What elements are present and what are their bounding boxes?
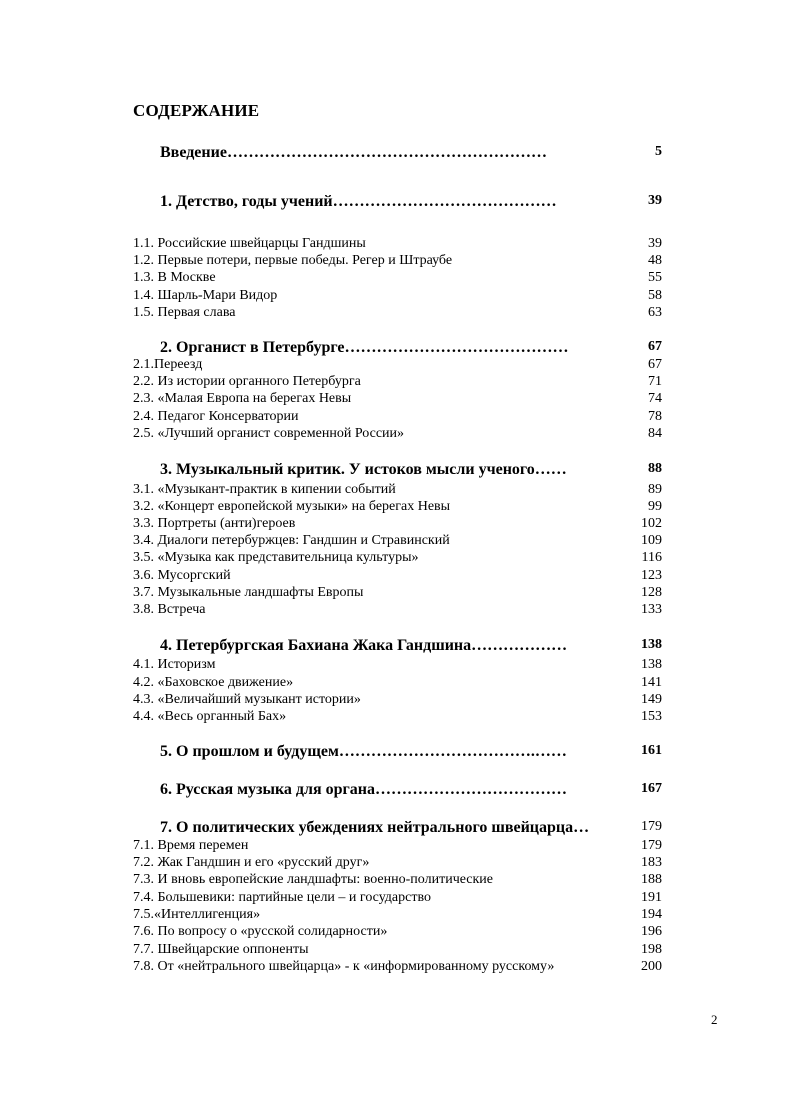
- entry-title: 4.1. Историзм: [133, 657, 216, 672]
- chapter-page: 179: [641, 819, 662, 834]
- chapter-page: 39: [648, 193, 662, 208]
- entry-title: 7.1. Время перемен: [133, 838, 249, 853]
- entry-page: 109: [641, 533, 662, 548]
- entry-title: 2.5. «Лучший органист современной России»: [133, 426, 405, 441]
- entry-title: 2.4. Педагог Консерватории: [133, 409, 299, 424]
- entry-page: 67: [648, 357, 662, 372]
- entry-title: 4.2. «Баховское движение»: [133, 675, 294, 690]
- entry-title: 3.3. Портреты (анти)героев: [133, 516, 296, 531]
- entry-page: 116: [641, 550, 662, 565]
- entry-title: 2.3. «Малая Европа на берегах Невы: [133, 391, 352, 406]
- entry-page: 102: [641, 516, 662, 531]
- chapter-page: 5: [655, 144, 662, 159]
- entry-title: 1.2. Первые потери, первые победы. Регер и Штраубе: [133, 253, 453, 268]
- entry-page: 200: [641, 959, 662, 974]
- page-number: 2: [711, 1012, 718, 1027]
- chapter-title: 2. Органист в Петербурге……………………………………: [160, 339, 569, 356]
- entry-page: 153: [641, 709, 662, 724]
- toc-heading: СОДЕРЖАНИЕ: [133, 101, 260, 120]
- entry-page: 78: [648, 409, 662, 424]
- entry-title: 3.4. Диалоги петербуржцев: Гандшин и Стравинский: [133, 533, 450, 548]
- entry-title: 1.1. Российские швейцарцы Гандшины: [133, 236, 366, 251]
- entry-page: 183: [641, 855, 662, 870]
- entry-page: 128: [641, 585, 662, 600]
- entry-title: 3.1. «Музыкант-практик в кипении событий: [133, 482, 396, 497]
- entry-page: 39: [648, 236, 662, 251]
- entry-page: 74: [648, 391, 662, 406]
- entry-page: 63: [648, 305, 662, 320]
- chapter-page: 161: [641, 743, 662, 758]
- chapter-page: 88: [648, 461, 662, 476]
- chapter-title: 1. Детство, годы учений……………………………………: [160, 193, 557, 210]
- entry-page: 55: [648, 270, 662, 285]
- entry-page: 89: [648, 482, 662, 497]
- entry-page: 48: [648, 253, 662, 268]
- entry-page: 71: [648, 374, 662, 389]
- chapter-page: 67: [648, 339, 662, 354]
- entry-title: 7.7. Швейцарские оппоненты: [133, 942, 309, 957]
- entry-page: 194: [641, 907, 662, 922]
- entry-title: 1.5. Первая слава: [133, 305, 236, 320]
- chapter-title: 3. Музыкальный критик. У истоков мысли ученого……: [160, 461, 567, 478]
- chapter-page: 167: [641, 781, 662, 796]
- entry-page: 133: [641, 602, 662, 617]
- chapter-title: 7. О политических убеждениях нейтрального швейцарца…: [160, 819, 590, 836]
- entry-title: 7.3. И вновь европейские ландшафты: военно-политические: [133, 872, 494, 887]
- entry-title: 3.7. Музыкальные ландшафты Европы: [133, 585, 364, 600]
- entry-title: 3.6. Мусоргский: [133, 568, 231, 583]
- entry-title: 2.1.Переезд: [133, 357, 203, 372]
- entry-title: 1.3. В Москве: [133, 270, 216, 285]
- entry-page: 191: [641, 890, 662, 905]
- entry-page: 196: [641, 924, 662, 939]
- entry-title: 7.8. От «нейтрального швейцарца» - к «информированному русскому»: [133, 959, 555, 974]
- entry-page: 123: [641, 568, 662, 583]
- entry-title: 1.4. Шарль-Мари Видор: [133, 288, 278, 303]
- chapter-title: 5. О прошлом и будущем……………………………….……: [160, 743, 567, 760]
- entry-title: 3.2. «Концерт европейской музыки» на берегах Невы: [133, 499, 451, 514]
- entry-title: 4.4. «Весь органный Бах»: [133, 709, 287, 724]
- entry-page: 99: [648, 499, 662, 514]
- entry-page: 188: [641, 872, 662, 887]
- entry-page: 149: [641, 692, 662, 707]
- entry-title: 7.2. Жак Гандшин и его «русский друг»: [133, 855, 370, 870]
- entry-title: 7.4. Большевики: партийные цели – и государство: [133, 890, 431, 905]
- entry-page: 58: [648, 288, 662, 303]
- entry-page: 141: [641, 675, 662, 690]
- entry-page: 138: [641, 657, 662, 672]
- entry-title: 2.2. Из истории органного Петербурга: [133, 374, 361, 389]
- entry-title: 3.8. Встреча: [133, 602, 206, 617]
- entry-page: 198: [641, 942, 662, 957]
- entry-title: 7.5.«Интеллигенция»: [133, 907, 261, 922]
- chapter-title: 4. Петербургская Бахиана Жака Гандшина………………: [160, 637, 568, 654]
- entry-title: 4.3. «Величайший музыкант истории»: [133, 692, 361, 707]
- chapter-title: 6. Русская музыка для органа………………………………: [160, 781, 568, 798]
- entry-page: 179: [641, 838, 662, 853]
- entry-title: 7.6. По вопросу о «русской солидарности»: [133, 924, 388, 939]
- entry-title: 3.5. «Музыка как представительница культуры»: [133, 550, 419, 565]
- entry-page: 84: [648, 426, 662, 441]
- chapter-page: 138: [641, 637, 662, 652]
- chapter-title: Введение……………………………………………………: [160, 144, 547, 161]
